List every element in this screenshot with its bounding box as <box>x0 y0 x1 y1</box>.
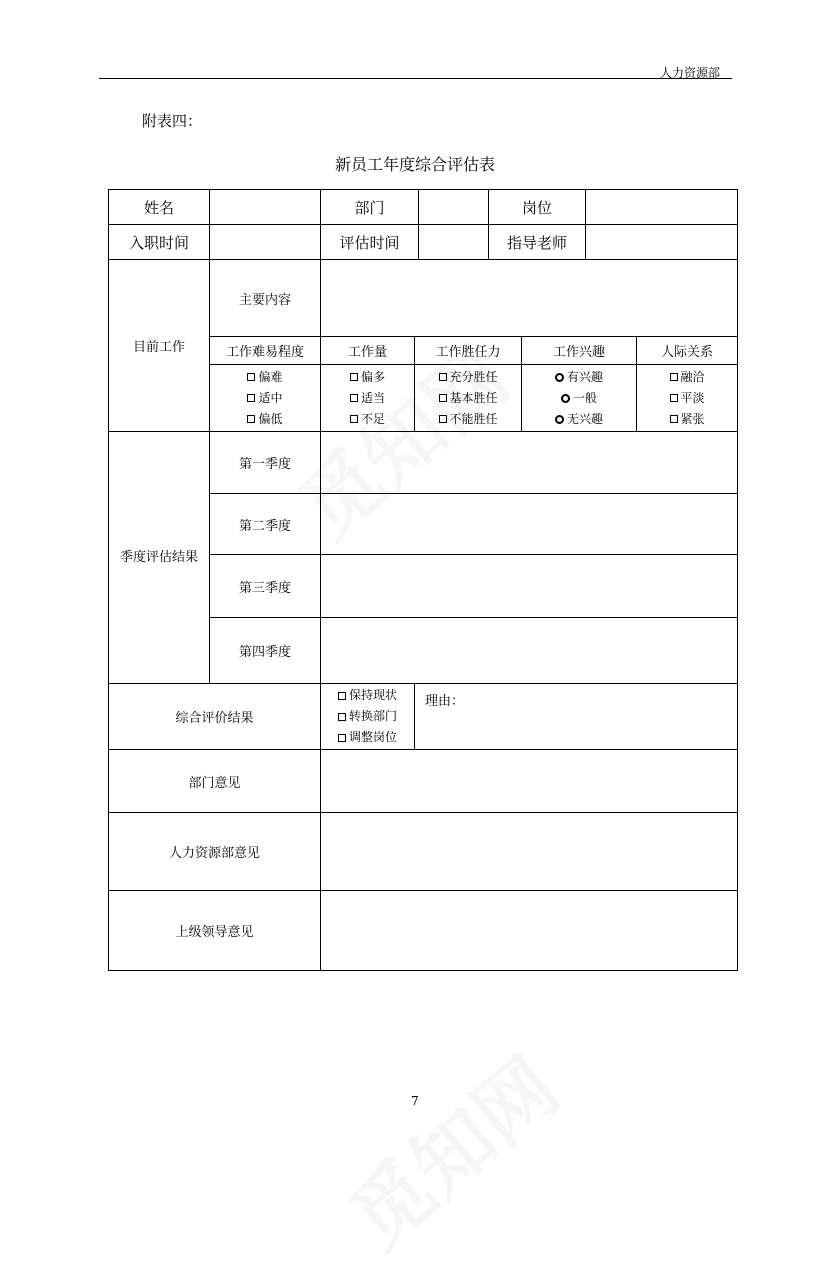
checkbox-icon <box>338 692 346 700</box>
page-number: 7 <box>411 1094 419 1108</box>
relation-header: 人际关系 <box>637 337 738 365</box>
main-content-label: 主要内容 <box>210 260 321 337</box>
quarter-2-label: 第二季度 <box>210 494 321 555</box>
quarter-4-field[interactable] <box>321 618 738 684</box>
checkbox-icon <box>670 415 678 423</box>
checkbox-icon <box>439 415 447 423</box>
checkbox-icon <box>338 734 346 742</box>
checkbox-option[interactable]: 调整岗位 <box>338 727 397 748</box>
checkbox-option[interactable]: 平淡 <box>670 388 705 409</box>
checkbox-icon <box>670 373 678 381</box>
radio-icon <box>555 373 564 382</box>
post-label: 岗位 <box>489 190 586 225</box>
radio-option[interactable]: 一般 <box>561 388 597 409</box>
checkbox-option[interactable]: 转换部门 <box>338 706 397 727</box>
difficulty-header: 工作难易程度 <box>210 337 321 365</box>
checkbox-option[interactable]: 适中 <box>247 388 282 409</box>
interest-options <box>522 365 637 432</box>
checkbox-option[interactable]: 偏低 <box>247 409 282 430</box>
checkbox-option[interactable]: 融洽 <box>670 367 705 388</box>
checkbox-icon <box>670 394 678 402</box>
quarterly-label: 季度评估结果 <box>109 432 210 684</box>
quarter-1-field[interactable] <box>321 432 738 494</box>
checkbox-icon <box>350 415 358 423</box>
current-work-label: 目前工作 <box>109 260 210 432</box>
header-rule <box>99 78 732 79</box>
quarter-3-field[interactable] <box>321 555 738 618</box>
interest-header: 工作兴趣 <box>522 337 637 365</box>
checkbox-icon <box>439 394 447 402</box>
difficulty-options <box>210 365 321 432</box>
checkbox-option[interactable]: 充分胜任 <box>439 367 498 388</box>
workload-header: 工作量 <box>321 337 415 365</box>
quarter-2-field[interactable] <box>321 494 738 555</box>
checkbox-icon <box>247 415 255 423</box>
entry-time-label: 入职时间 <box>109 225 210 260</box>
superior-opinion-field[interactable] <box>321 891 738 971</box>
evaluation-form-table <box>108 189 738 971</box>
appendix-label: 附表四： <box>142 112 203 130</box>
checkbox-option[interactable]: 基本胜任 <box>439 388 498 409</box>
overall-result-label: 综合评价结果 <box>109 684 321 750</box>
hr-opinion-field[interactable] <box>321 813 738 891</box>
checkbox-icon <box>247 373 255 381</box>
checkbox-option[interactable]: 不足 <box>350 409 385 430</box>
department-field[interactable] <box>419 190 489 225</box>
dept-opinion-label: 部门意见 <box>109 750 321 813</box>
name-label: 姓名 <box>109 190 210 225</box>
checkbox-option[interactable]: 偏难 <box>247 367 282 388</box>
checkbox-icon <box>338 713 346 721</box>
main-content-field[interactable] <box>321 260 738 337</box>
quarter-4-label: 第四季度 <box>210 618 321 684</box>
checkbox-option[interactable]: 不能胜任 <box>439 409 498 430</box>
checkbox-option[interactable]: 保持现状 <box>338 685 397 706</box>
radio-icon <box>561 394 570 403</box>
reason-label: 理由： <box>425 694 465 709</box>
checkbox-option[interactable]: 偏多 <box>350 367 385 388</box>
competence-options <box>415 365 522 432</box>
checkbox-option[interactable]: 适当 <box>350 388 385 409</box>
workload-options <box>321 365 415 432</box>
mentor-field[interactable] <box>586 225 738 260</box>
header-department: 人力资源部 <box>660 66 721 80</box>
radio-option[interactable]: 有兴趣 <box>555 367 603 388</box>
superior-opinion-label: 上级领导意见 <box>109 891 321 971</box>
watermark <box>321 1026 579 1268</box>
name-field[interactable] <box>210 190 321 225</box>
quarter-1-label: 第一季度 <box>210 432 321 494</box>
department-label: 部门 <box>321 190 419 225</box>
form-title: 新员工年度综合评估表 <box>334 155 495 174</box>
radio-option[interactable]: 无兴趣 <box>555 409 603 430</box>
reason-field[interactable] <box>415 684 738 750</box>
checkbox-icon <box>350 394 358 402</box>
checkbox-icon <box>247 394 255 402</box>
hr-opinion-label: 人力资源部意见 <box>109 813 321 891</box>
relation-options <box>637 365 738 432</box>
checkbox-icon <box>350 373 358 381</box>
eval-time-label: 评估时间 <box>321 225 419 260</box>
post-field[interactable] <box>586 190 738 225</box>
checkbox-icon <box>439 373 447 381</box>
eval-time-field[interactable] <box>419 225 489 260</box>
overall-options <box>321 684 415 750</box>
mentor-label: 指导老师 <box>489 225 586 260</box>
radio-icon <box>555 415 564 424</box>
quarter-3-label: 第三季度 <box>210 555 321 618</box>
competence-header: 工作胜任力 <box>415 337 522 365</box>
entry-time-field[interactable] <box>210 225 321 260</box>
checkbox-option[interactable]: 紧张 <box>670 409 705 430</box>
dept-opinion-field[interactable] <box>321 750 738 813</box>
